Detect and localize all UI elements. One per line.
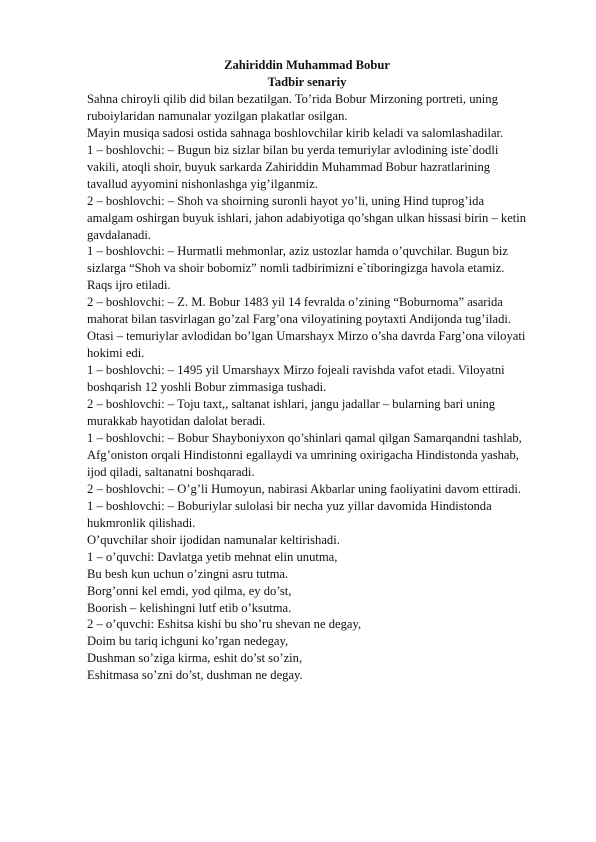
paragraph: Borg’onni kel emdi, yod qilma, ey do’st, bbox=[87, 583, 292, 598]
paragraph: 1 – boshlovchi: – Boburiylar sulolasi bir necha yuz yillar davomida Hindistonda hukmronlik qilishadi. bbox=[87, 498, 492, 530]
paragraph: Bu besh kun uchun o’zingni asru tutma. bbox=[87, 566, 289, 581]
paragraph: 1 – boshlovchi: – 1495 yil Umarshayx Mirzo fojeali ravishda vafot etadi. Viloyatni boshqarish 12 yoshli Bobur zimmasiga tushadi. bbox=[87, 363, 505, 395]
paragraph: 1 – boshlovchi: – Hurmatli mehmonlar, aziz ustozlar hamda o’quvchilar. Bugun biz sizlarga “Shoh va shoir bobomiz” nomli tadbirimizni e`tiboringizga havola etamiz. bbox=[87, 244, 508, 276]
paragraph-list bbox=[87, 91, 527, 684]
paragraph: 1 – o’quvchi: Davlatga yetib mehnat elin unutma, bbox=[87, 549, 338, 564]
paragraph: 1 – boshlovchi: – Bobur Shayboniyxon qo’shinlari qamal qilgan Samarqandni tashlab, Afg’oniston orqali Hindistonni egallaydi va umrining oxirigacha Hindistonda yashab, ijod qiladi, saltanatni boshqaradi. bbox=[87, 430, 522, 479]
paragraph: Boorish – kelishingni lutf etib o’ksutma. bbox=[87, 600, 292, 615]
paragraph: Eshitmasa so’zni do’st, dushman ne degay. bbox=[87, 668, 303, 683]
paragraph: 2 – boshlovchi: – Shoh va shoirning suronli hayot yo’li, uning Hind tuprog’ida amalgam oshirgan buyuk ishlari, jahon adabiyotiga qo’shgan ulkan hissasi birin – ketin gavdalanadi. bbox=[87, 193, 527, 242]
paragraph: Dushman so’ziga kirma, eshit do’st so’zin, bbox=[87, 651, 303, 666]
paragraph: O’quvchilar shoir ijodidan namunalar keltirishadi. bbox=[87, 532, 340, 547]
paragraph: 2 – boshlovchi: – O’g’li Humoyun, nabirasi Akbarlar uning faoliyatini davom ettiradi. bbox=[87, 481, 522, 496]
paragraph: Doim bu tariq ichguni ko’rgan nedegay, bbox=[87, 634, 289, 649]
document-body bbox=[87, 57, 527, 684]
paragraph: Raqs ijro etiladi. bbox=[87, 278, 171, 293]
paragraph: 1 – boshlovchi: – Bugun biz sizlar bilan bu yerda temuriylar avlodining iste`dodli vakili, atoqli shoir, buyuk sarkarda Zahiriddin Muhammad Bobur hazratlarining tavallud ayyomini nishonlashga yig’ilganmiz. bbox=[87, 142, 499, 191]
paragraph: Sahna chiroyli qilib did bilan bezatilgan. To’rida Bobur Mirzoning portreti, uning ruboiylaridan namunalar yozilgan plakatlar osilgan. bbox=[87, 91, 498, 123]
document-subtitle: Tadbir senariy bbox=[267, 74, 347, 89]
paragraph: 2 – o’quvchi: Eshitsa kishi bu sho’ru shevan ne degay, bbox=[87, 617, 362, 632]
document-title: Zahiriddin Muhammad Bobur bbox=[224, 58, 390, 72]
paragraph: Mayin musiqa sadosi ostida sahnaga boshlovchilar kirib keladi va salomlashadilar. bbox=[87, 125, 504, 140]
paragraph: 2 – boshlovchi: – Toju taxt,, saltanat ishlari, jangu jadallar – bularning bari uning murakkab hayotidan dalolat beradi. bbox=[87, 397, 496, 429]
paragraph: 2 – boshlovchi: – Z. M. Bobur 1483 yil 14 fevralda o’zining “Boburnoma” asarida mahorat bilan tasvirlagan go’zal Farg’ona viloyatining poytaxti Andijonda tug’iladi. Otasi – temuriylar avlodidan bo’lgan Umarshayx Mirzo o’sha davrda Farg’ona viloyati hokimi edi. bbox=[87, 295, 526, 361]
